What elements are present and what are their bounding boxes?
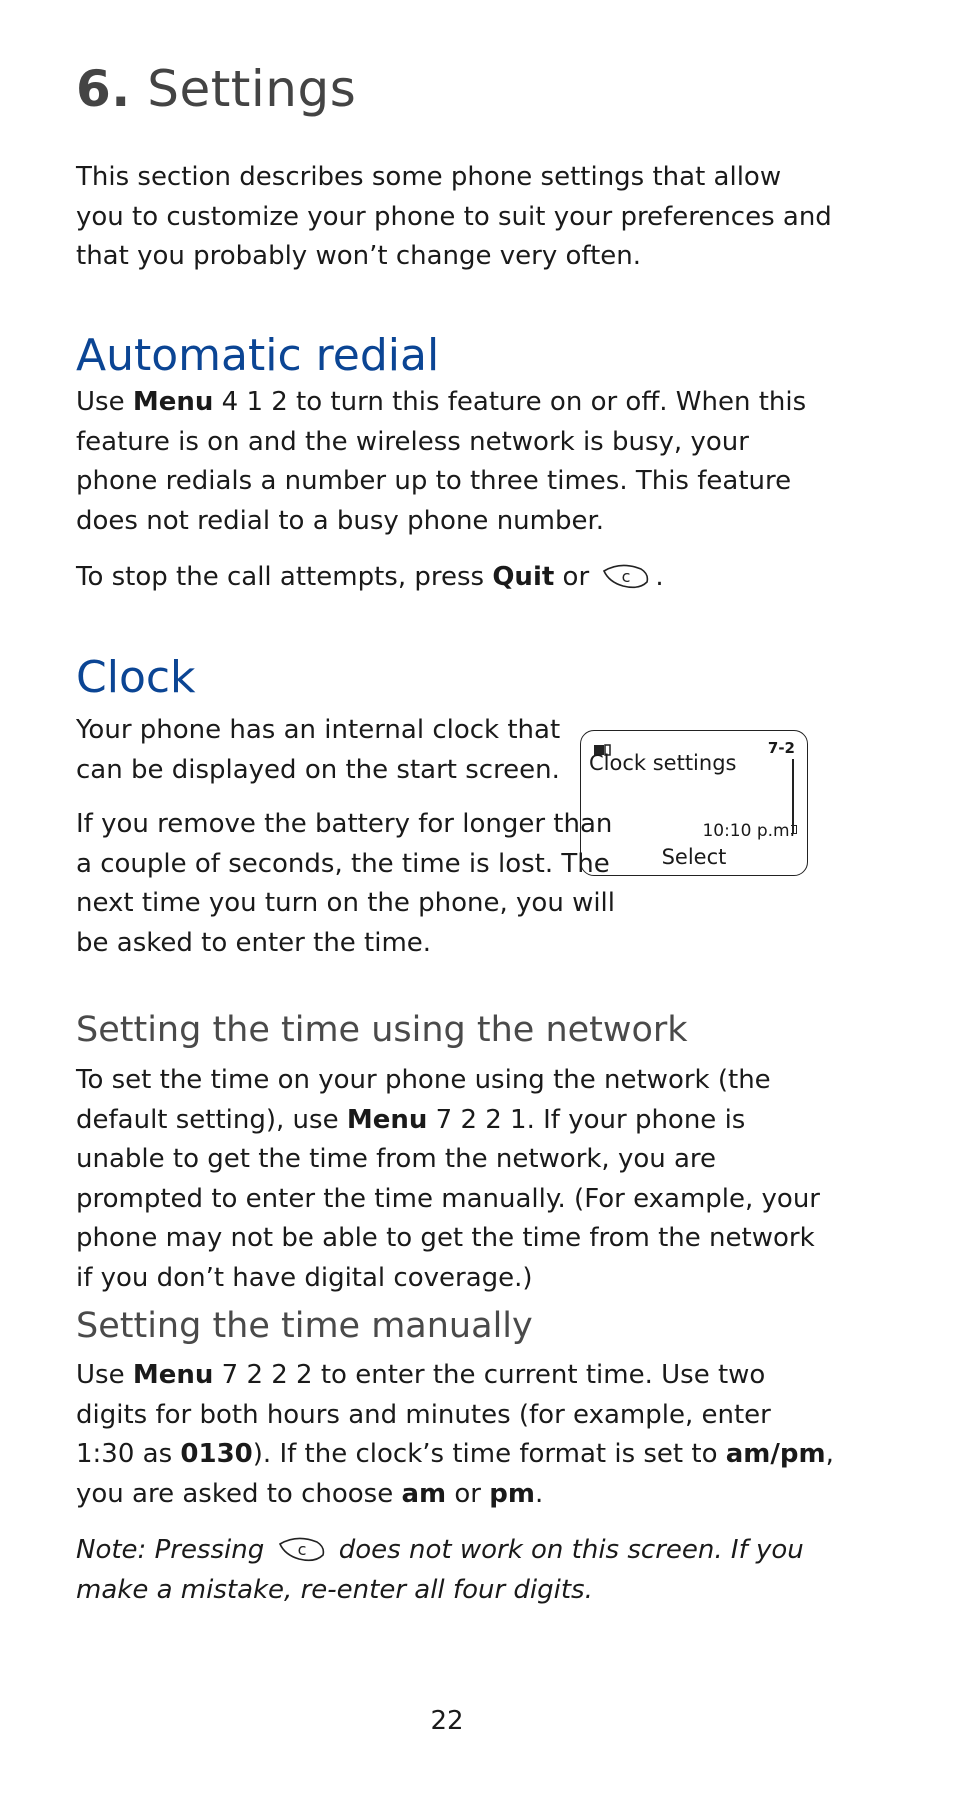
text-span: . <box>655 562 664 592</box>
text-span: 7 2 2 1. If your phone is unable to get the time from the network, you are prompted to enter the time manually. (For example, your phone may not be able to get the time from the network if you don’t have digital coverage.) <box>76 1104 820 1293</box>
clear-key-icon <box>601 560 651 590</box>
intro-paragraph: This section describes some phone settings that allow you to customize your phone to suit your preferences and that you probably won’t change very often. <box>76 162 832 271</box>
text-span: or <box>446 1478 490 1509</box>
chapter-number: 6. <box>76 60 131 118</box>
manual-time-paragraph <box>76 1356 836 1514</box>
example-digits: 0130 <box>180 1439 253 1469</box>
text-span: or <box>554 562 598 592</box>
automatic-redial-heading: Automatic redial <box>76 330 440 381</box>
am-keyword: am <box>401 1478 447 1509</box>
text-span: ). If the clock’s time format is set to <box>252 1439 726 1469</box>
text-span: Use <box>76 1360 133 1390</box>
network-time-paragraph <box>76 1061 836 1298</box>
clock-paragraph-2: If you remove the battery for longer than a couple of seconds, the time is lost. The next time you turn on the phone, you will be asked to enter the time. <box>76 809 616 958</box>
text-span: 4 1 2 to turn this feature on or off. When this feature is on and the wireless network is busy, your phone redials a number up to three times. This feature does not redial to a busy phone number. <box>76 387 807 536</box>
menu-keyword: Menu <box>346 1104 428 1135</box>
network-time-heading: Setting the time using the network <box>76 1010 688 1050</box>
select-softkey: Select <box>661 845 727 869</box>
text-span: does not work on this screen. If you make a mistake, re-enter all four digits. <box>76 1535 804 1605</box>
menu-keyword: Menu <box>132 387 214 417</box>
chapter-title <box>76 60 356 118</box>
clock-heading: Clock <box>76 652 196 703</box>
manual-time-heading: Setting the time manually <box>76 1306 533 1346</box>
clock-paragraph-1: Your phone has an internal clock that can be displayed on the start screen. <box>76 715 561 785</box>
clear-key-icon <box>277 1533 327 1563</box>
text-span: 7 2 2 2 to enter the current time. Use two digits for both hours and minutes (for example, enter 1:30 as <box>76 1360 771 1469</box>
screen-title: Clock settings <box>589 751 737 775</box>
stop-call-paragraph <box>76 558 836 598</box>
text-span: Use <box>76 387 133 417</box>
page-number: 22 <box>430 1706 464 1736</box>
ampm-keyword: am/pm <box>725 1439 826 1469</box>
screen-time: 10:10 p.m. <box>702 821 795 841</box>
quit-keyword: Quit <box>492 562 555 592</box>
text-span: To stop the call attempts, press <box>76 562 493 592</box>
text-span: . <box>534 1478 544 1509</box>
pm-keyword: pm <box>489 1478 535 1509</box>
menu-keyword: Menu <box>132 1360 214 1390</box>
automatic-redial-paragraph <box>76 383 816 541</box>
menu-position: 7-2 <box>767 739 795 757</box>
svg-text:c: c <box>297 1539 306 1559</box>
text-span: Note: Pressing <box>76 1535 273 1565</box>
text-span: , you are asked to choose <box>76 1439 834 1509</box>
svg-text:c: c <box>622 566 631 586</box>
note-paragraph <box>76 1531 836 1610</box>
text-span: To set the time on your phone using the network (the default setting), use <box>76 1065 771 1135</box>
chapter-title-text: Settings <box>147 60 357 118</box>
